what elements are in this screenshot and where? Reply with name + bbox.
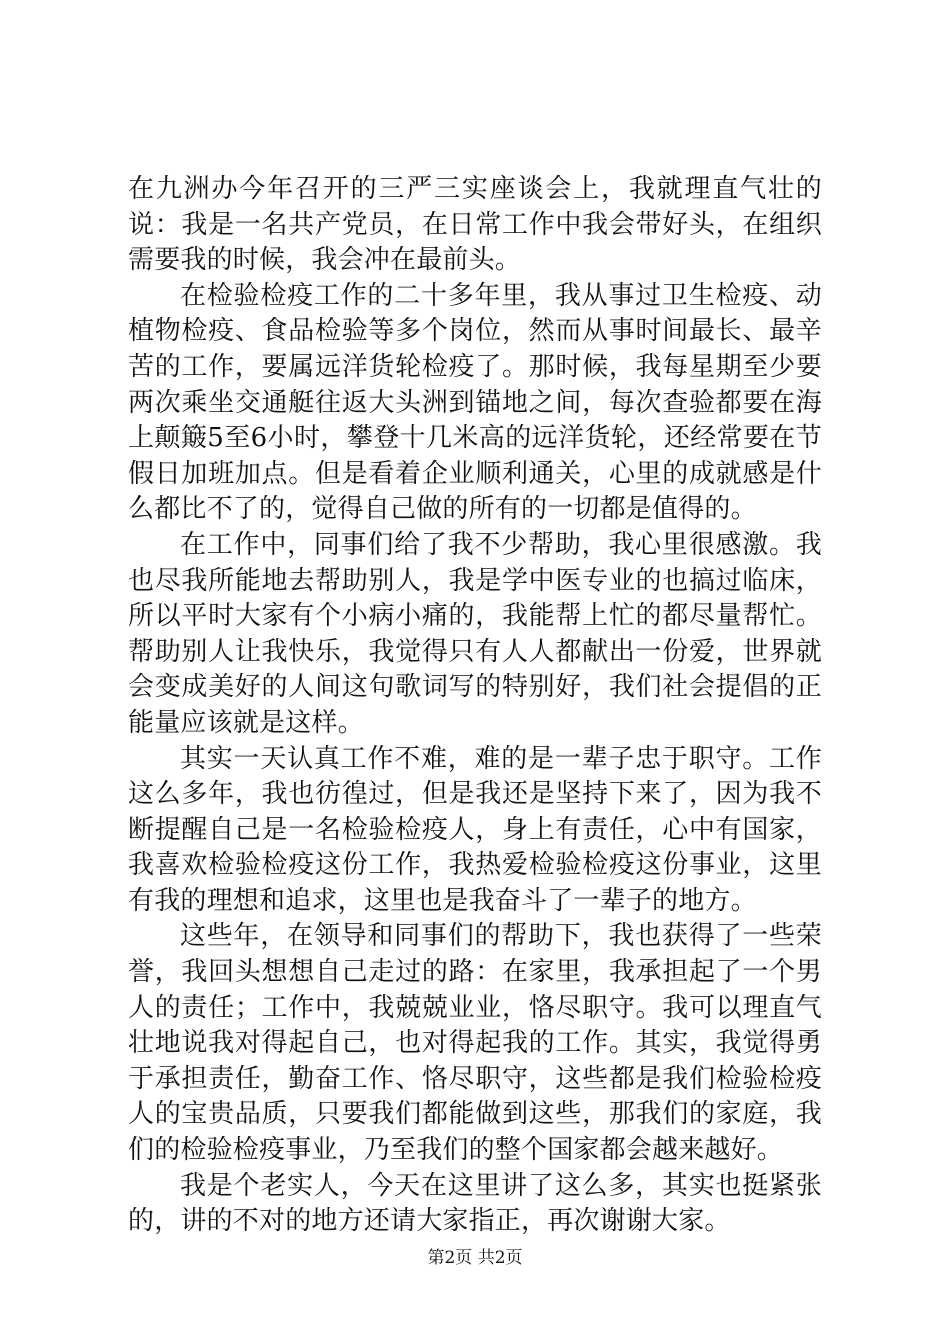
paragraph-1: 在九洲办今年召开的三严三实座谈会上，我就理直气壮的说：我是一名共产党员，在日常工作中我会带好头，在组织需要我的时候，我会冲在最前头。 — [128, 174, 822, 276]
paragraph-4: 其实一天认真工作不难，难的是一辈子忠于职守。工作这么多年，我也彷徨过，但是我还是坚持下来了，因为我不断提醒自己是一名检验检疫人，身上有责任，心中有国家，我喜欢检验检疫这份工作，我热爱检验检疫这份事业，这里有我的理想和追求，这里也是我奋斗了一辈子的地方。 — [128, 743, 822, 916]
paragraph-2: 在检验检疫工作的二十多年里，我从事过卫生检疫、动植物检疫、食品检验等多个岗位，然而从事时间最长、最辛苦的工作，要属远洋货轮检疫了。那时候，我每星期至少要两次乘坐交通艇往返大头洲到锚地之间，每次查验都要在海上颠簸5至6小时，攀登十几米高的远洋货轮，还经常要在节假日加班加点。但是看着企业顺利通关，心里的成就感是什么都比不了的，觉得自己做的所有的一切都是值得的。 — [128, 280, 822, 525]
paragraph-5: 这些年，在领导和同事们的帮助下，我也获得了一些荣誉，我回头想想自己走过的路：在家里，我承担起了一个男人的责任；工作中，我兢兢业业，恪尽职守。我可以理直气壮地说我对得起自己，也对得起我的工作。其实，我觉得勇于承担责任，勤奋工作、恪尽职守，这些都是我们检验检疫人的宝贵品质，只要我们都能做到这些，那我们的家庭，我们的检验检疫事业，乃至我们的整个国家都会越来越好。 — [128, 921, 822, 1166]
document-body — [128, 172, 822, 1240]
paragraph-3: 在工作中，同事们给了我不少帮助，我心里很感激。我也尽我所能地去帮助别人，我是学中医专业的也搞过临床，所以平时大家有个小病小痛的，我能帮上忙的都尽量帮忙。帮助别人让我快乐，我觉得只有人人都献出一份爱，世界就会变成美好的人间这句歌词写的特别好，我们社会提倡的正能量应该就是这样。 — [128, 529, 822, 738]
paragraph-6: 我是个老实人，今天在这里讲了这么多，其实也挺紧张的，讲的不对的地方还请大家指正，再次谢谢大家。 — [128, 1170, 822, 1237]
page-footer: 第2页 共2页 — [427, 1248, 523, 1268]
